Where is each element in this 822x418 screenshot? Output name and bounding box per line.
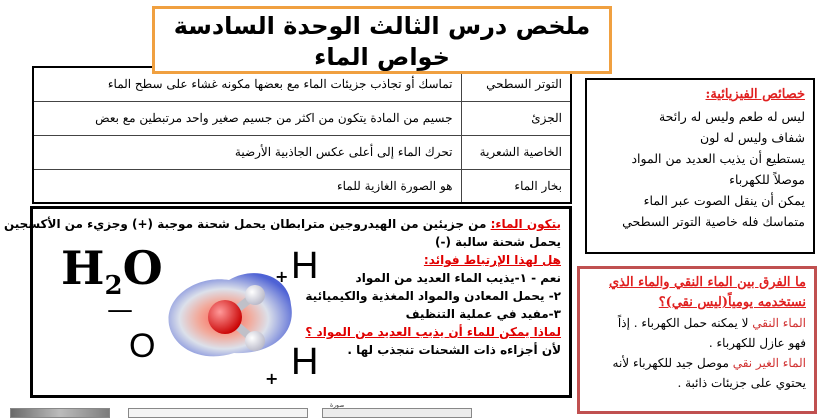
title-box — [152, 6, 612, 74]
answer-line: ٢- يحمل المعادن والمواد المغذية والكيميائية — [305, 289, 561, 303]
image-caption: صورة — [330, 402, 345, 409]
definition-cell: هو الصورة الغازية للماء — [33, 169, 461, 203]
table-row — [33, 135, 571, 169]
answer-line: لأن أجزاءه ذات الشحنات تنجذب لها . — [347, 343, 561, 357]
composition-text — [3, 215, 561, 359]
bottom-image-thumbnail — [128, 408, 308, 418]
formula-o: O — [122, 241, 163, 295]
bottom-photo-thumbnail — [10, 408, 110, 418]
pure-water-text: لا يمكنه حمل الكهرباء . إذاً — [617, 316, 753, 330]
impure-water-label: الماء الغير نقي — [732, 356, 806, 370]
water-formula — [61, 241, 163, 301]
definitions-table — [32, 66, 572, 204]
definition-cell: تماسك أو تجاذب جزيئات الماء مع بعضها مكونه غشاء على سطح الماء — [33, 67, 461, 101]
composition-intro — [3, 215, 561, 233]
difference-question: ما الفرق بين الماء النقي والماء الذي — [608, 275, 806, 290]
question-dissolve: لماذا يمكن للماء أن يذيب العديد من المواد ؟ — [305, 325, 561, 339]
term-cell: الخاصية الشعرية — [461, 135, 571, 169]
definition-cell: تحرك الماء إلى أعلى عكس الجاذبية الأرضية — [33, 135, 461, 169]
formula-h: H — [61, 241, 105, 295]
property-line: يمكن أن ينقل الصوت عبر الماء — [643, 193, 805, 208]
minus-sign: — — [107, 295, 133, 325]
definition-cell: جسيم من المادة يتكون من اكثر من جسيم صغير واحد مرتبطين مع بعض — [33, 101, 461, 135]
hydrogen-label-bottom: H — [291, 341, 319, 383]
impure-water-line — [588, 353, 806, 373]
physical-properties-heading: خصائص الفيزيائية: — [705, 87, 805, 102]
plus-sign-top: + — [275, 267, 289, 286]
property-line: يستطيع أن يذيب العديد من المواد — [631, 151, 805, 166]
hydrogen-label-top: H — [291, 245, 319, 287]
oxygen-label: O — [129, 327, 156, 365]
term-cell: التوتر السطحي — [461, 67, 571, 101]
property-line: متماسك فله خاصية التوتر السطحي — [622, 214, 805, 229]
question-benefits: هل لهذا الإرتباط فوائد: — [423, 253, 561, 267]
physical-properties-box — [585, 78, 815, 254]
plus-sign-bottom: + — [265, 369, 279, 388]
answer-line: نعم - ١-يذيب الماء العديد من المواد — [355, 271, 561, 285]
pure-vs-impure-box — [577, 266, 817, 414]
pure-water-label: الماء النقي — [752, 316, 806, 330]
page-subtitle: خواص الماء — [314, 43, 450, 71]
water-composition-box — [3, 206, 572, 398]
property-line: موصلاً للكهرباء — [729, 172, 805, 187]
property-line: ليس له طعم وليس له رائحة — [658, 109, 805, 124]
term-cell: الجزئ — [461, 101, 571, 135]
property-line: شفاف وليس له لون — [700, 130, 805, 145]
term-cell: بخار الماء — [461, 169, 571, 203]
pure-water-line — [588, 313, 806, 333]
page-title: ملخص درس الثالث الوحدة السادسة — [173, 12, 591, 40]
table-row — [33, 101, 571, 135]
difference-question-cont: نستخدمه يومياً(ليس نقي)؟ — [658, 295, 806, 310]
answer-line: ٣-مفيد في عملية التنظيف — [405, 307, 561, 321]
impure-water-text: موصل جيد للكهرباء لأنه — [612, 356, 733, 370]
composition-intro-cont: يحمل شحنة سالبة (-) — [434, 235, 561, 249]
intro-label: يتكون الماء: — [490, 217, 561, 231]
table-row — [33, 169, 571, 203]
formula-subscript: 2 — [104, 271, 123, 302]
impure-water-line-2: يحتوي على جزيئات ذائبة . — [677, 376, 806, 390]
pure-water-line-2: فهو عازل للكهرباء . — [708, 336, 806, 350]
intro-text: من جزيئين من الهيدروجين مترابطان يحمل شحنة موجبة (+) وجزيء من الأكسجين — [3, 217, 491, 231]
bottom-image-thumbnail-2 — [322, 408, 472, 418]
